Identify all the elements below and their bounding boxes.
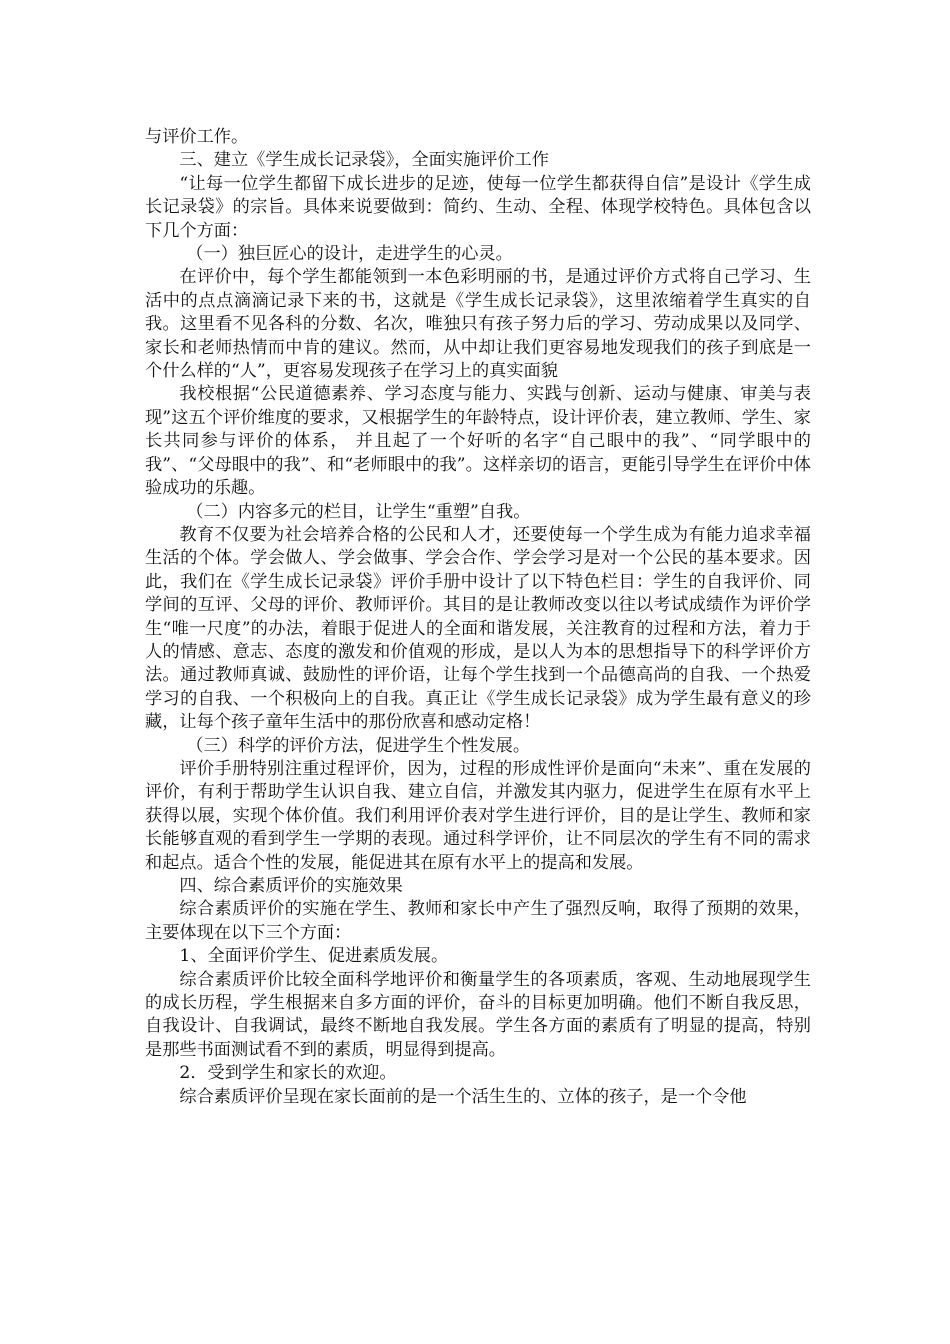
numbered-item-2: 2．受到学生和家长的欢迎。	[179, 1063, 397, 1084]
paragraph-purpose: “让每一位学生都留下成长进步的足迹，使每一位学生都获得自信”是设计《学生成长记录袋》的宗旨。具体来说要做到：简约、生动、全程、体现学校特色。具体包含以下几个方面：	[145, 173, 811, 241]
paragraph-process: 评价手册特别注重过程评价，因为，过程的形成性评价是面向“未来”、重在发展的评价，有利于帮助学生认识自我、建立自信，并激发其内驱力，促进学生在原有水平上获得以展，实现个体价值。我们利用评价表对学生进行评价，目的是让学生、教师和家长能够直观的看到学生一学期的表现。通过科学评价，让不同层次的学生有不同的需求和起点。适合个性的发展，能促进其在原有水平上的提高和发展。	[145, 758, 811, 873]
subheading-3: （三）科学的评价方法，促进学生个性发展。	[186, 735, 531, 756]
subheading-1: （一）独巨匠心的设计，走进学生的心灵。	[186, 244, 513, 265]
section-heading-4: 四、综合素质评价的实施效果	[179, 876, 403, 896]
paragraph-effect: 综合素质评价的实施在学生、教师和家长中产生了强烈反响，取得了预期的效果，主要体现在以下三个方面：	[145, 899, 811, 943]
paragraph-quality: 综合素质评价比较全面科学地评价和衡量学生的各项素质，客观、生动地展现学生的成长历程，学生根据来自多方面的评价，奋斗的目标更加明确。他们不断自我反思，自我设计、自我调试，最终不断地自我发展。学生各方面的素质有了明显的提高，特别是那些书面测试看不到的素质，明显得到提高。	[145, 969, 811, 1060]
numbered-item-1: 1、全面评价学生、促进素质发展。	[179, 946, 449, 967]
paragraph-book: 在评价中，每个学生都能领到一本色彩明丽的书，是通过评价方式将自己学习、生活中的点点滴滴记录下来的书，这就是《学生成长记录袋》，这里浓缩着学生真实的自我。这里看不见各科的分数、名次，唯独只有孩子努力后的学习、劳动成果以及同学、家长和老师热情而中肯的建议。然而，从中却让我们更容易地发现我们的孩子到底是一个什么样的“人”，更容易发现孩子在学习上的真实面貌	[145, 267, 811, 382]
paragraph-dimensions: 我校根据“公民道德素养、学习态度与能力、实践与创新、运动与健康、审美与表现”这五个评价维度的要求，又根据学生的年龄特点，设计评价表，建立教师、学生、家长共同参与评价的体系， 并且起了一个好听的名字“自己眼中的我”、“同学眼中的我”、“父母眼中的我”、和“老师眼中的我”。这样亲切的语言，更能引导学生在评价中体验成功的乐趣。	[145, 384, 811, 499]
subheading-2: （二）内容多元的栏目，让学生“重塑”自我。	[186, 501, 531, 522]
paragraph-continuation: 与评价工作。	[145, 127, 249, 147]
paragraph-welcome: 综合素质评价呈现在家长面前的是一个活生生的、立体的孩子，是一个令他	[179, 1086, 747, 1107]
paragraph-columns: 教育不仅要为社会培养合格的公民和人才，还要使每一个学生成为有能力追求幸福生活的个体。学会做人、学会做事、学会合作、学会学习是对一个公民的基本要求。因此，我们在《学生成长记录袋》评价手册中设计了以下特色栏目：学生的自我评价、同学间的互评、父母的评价、教师评价。其目的是让教师改变以往以考试成绩作为评价学生“唯一尺度”的办法，着眼于促进人的全面和谐发展，关注教育的过程和方法，着力于人的情感、意志、态度的激发和价值观的形成，是以人为本的思想指导下的科学评价方法。通过教师真诚、鼓励性的评价语，让每个学生找到一个品德高尚的自我、一个热爱学习的自我、一个积极向上的自我。真正让《学生成长记录袋》成为学生最有意义的珍藏，让每个孩子童年生活中的那份欣喜和感动定格！	[145, 524, 811, 733]
document-page	[145, 126, 811, 1109]
section-heading-3: 三、建立《学生成长记录袋》，全面实施评价工作	[179, 150, 549, 171]
